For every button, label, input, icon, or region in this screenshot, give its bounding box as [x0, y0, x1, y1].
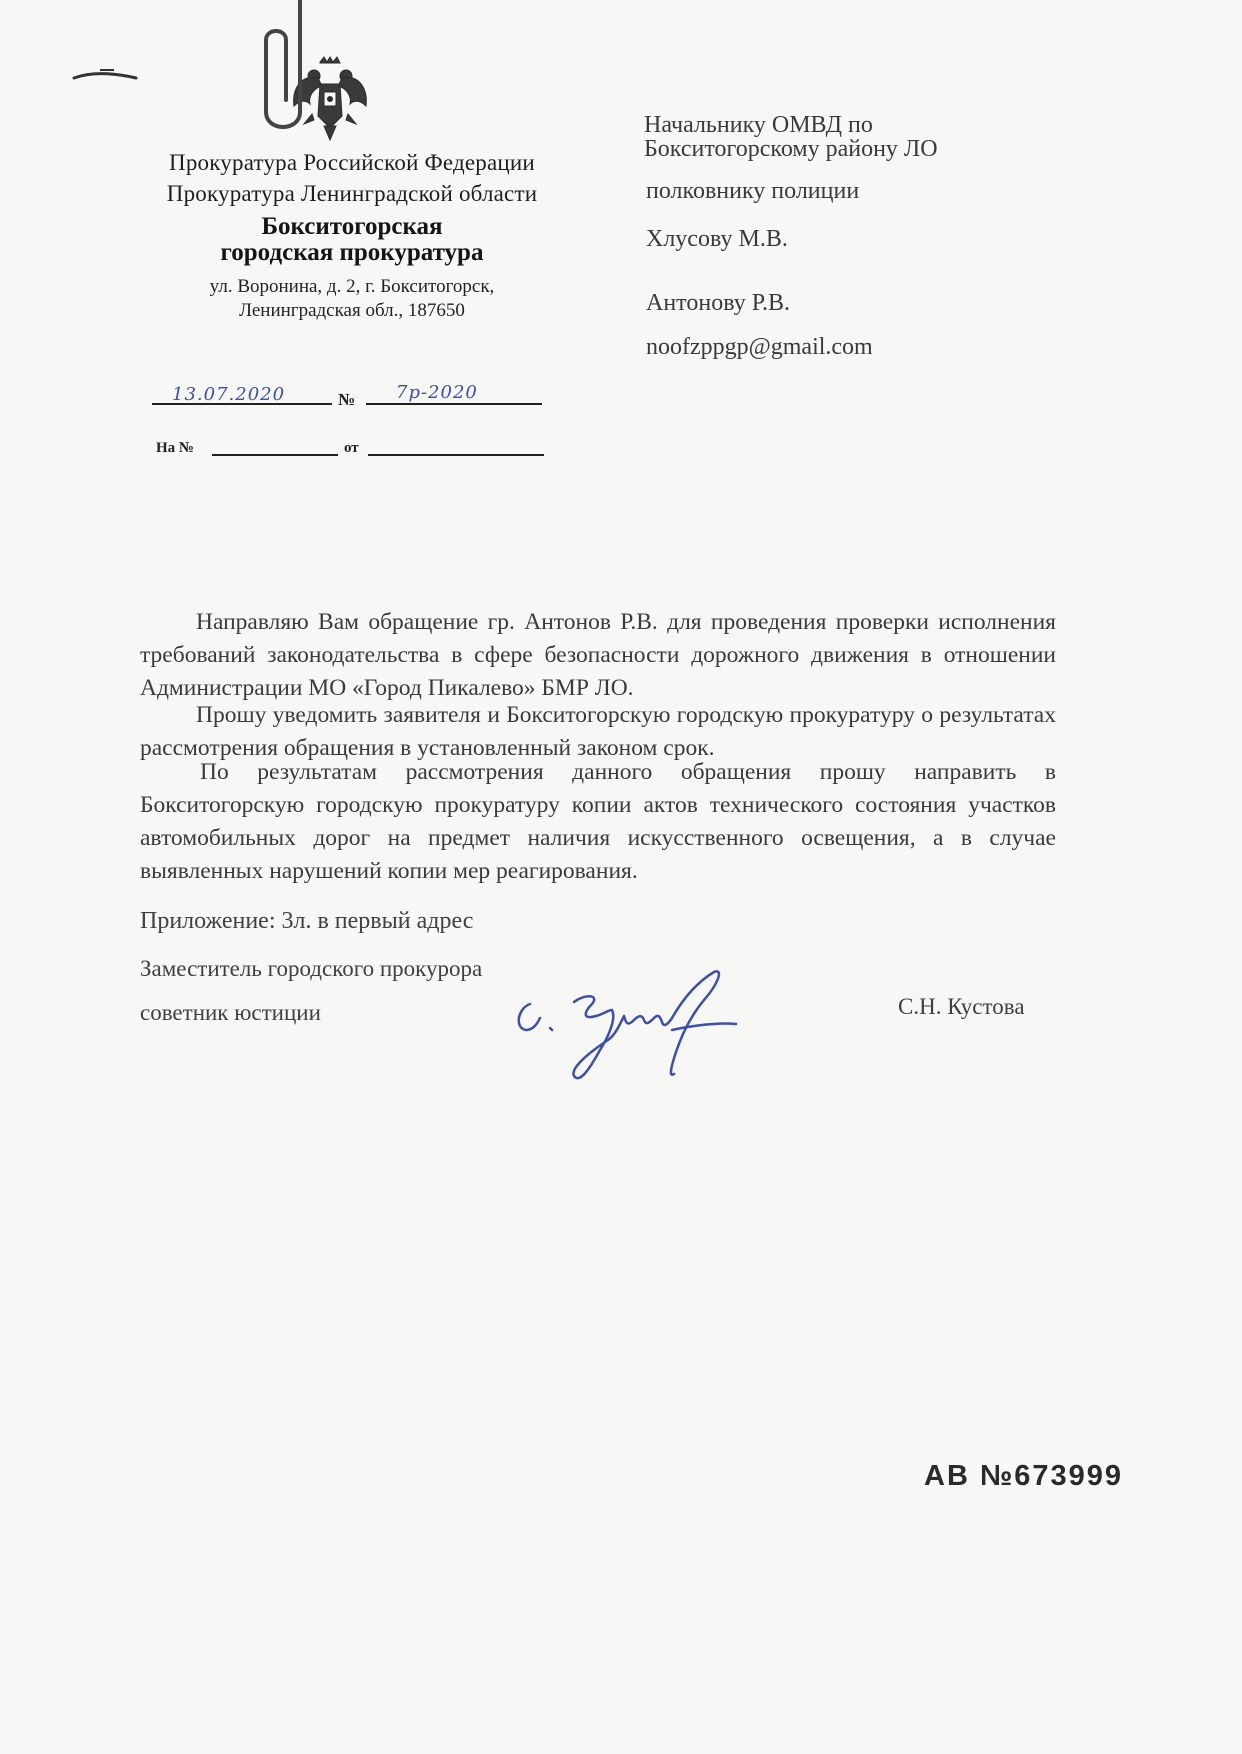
- serial-number: АВ №673999: [924, 1460, 1124, 1492]
- header-line-1: Прокуратура Российской Федерации: [169, 150, 535, 175]
- org-address-line-1: ул. Воронина, д. 2, г. Бокситогорск,: [209, 276, 495, 297]
- paper-clip: [252, 0, 314, 150]
- signer-position-1: Заместитель городского прокурора: [140, 956, 483, 981]
- signer-position-2: советник юстиции: [140, 1000, 321, 1025]
- attachment-note: Приложение: 3л. в первый адрес: [140, 908, 474, 934]
- body-paragraph-1: Направляю Вам обращение гр. Антонов Р.В. для проведения проверки исполнения требований законодательства в сфере безопасности дорожного движения в отношении Администрации МО «Город Пикалево» БМР ЛО.: [140, 609, 1056, 701]
- body-paragraph-3: По результатам рассмотрения данного обращения прошу направить в Бокситогорскую городскую прокуратуру копии актов технического состояния участков автомобильных дорог на предмет наличия искусственного освещения, а в случае выявленных нарушений копии мер реагирования.: [140, 759, 1056, 884]
- recipient-line-1: Начальнику ОМВД по: [644, 112, 873, 138]
- handwritten-number: 7р-2020: [396, 382, 478, 403]
- handwritten-signature: [504, 964, 754, 1094]
- recipient-rank: полковнику полиции: [646, 178, 860, 204]
- number-underline: [366, 403, 542, 405]
- org-name-line-2: городская прокуратура: [220, 239, 484, 266]
- handwritten-date: 13.07.2020: [172, 384, 286, 405]
- body-paragraph-2: Прошу уведомить заявителя и Бокситогорскую городскую прокуратуру о результатах рассмотрения обращения в установленный законом срок.: [140, 702, 1056, 761]
- in-reply-label: На №: [156, 440, 194, 456]
- org-name-line-1: Бокситогорская: [261, 213, 443, 240]
- in-reply-underline: [212, 454, 338, 456]
- signer-name: С.Н. Кустова: [898, 994, 1025, 1019]
- recipient-name: Хлусову М.В.: [646, 226, 788, 252]
- header-line-2: Прокуратура Ленинградской области: [166, 181, 538, 206]
- second-recipient-name: Антонову Р.В.: [646, 290, 791, 316]
- org-address-line-2: Ленинградская обл., 187650: [239, 300, 465, 321]
- number-label: №: [338, 390, 356, 409]
- from-label: от: [344, 440, 359, 456]
- from-underline: [368, 454, 544, 456]
- pen-mark: [70, 64, 140, 88]
- recipient-line-2: Бокситогорскому району ЛО: [644, 136, 938, 162]
- recipient-email: noofzppgp@gmail.com: [646, 334, 873, 360]
